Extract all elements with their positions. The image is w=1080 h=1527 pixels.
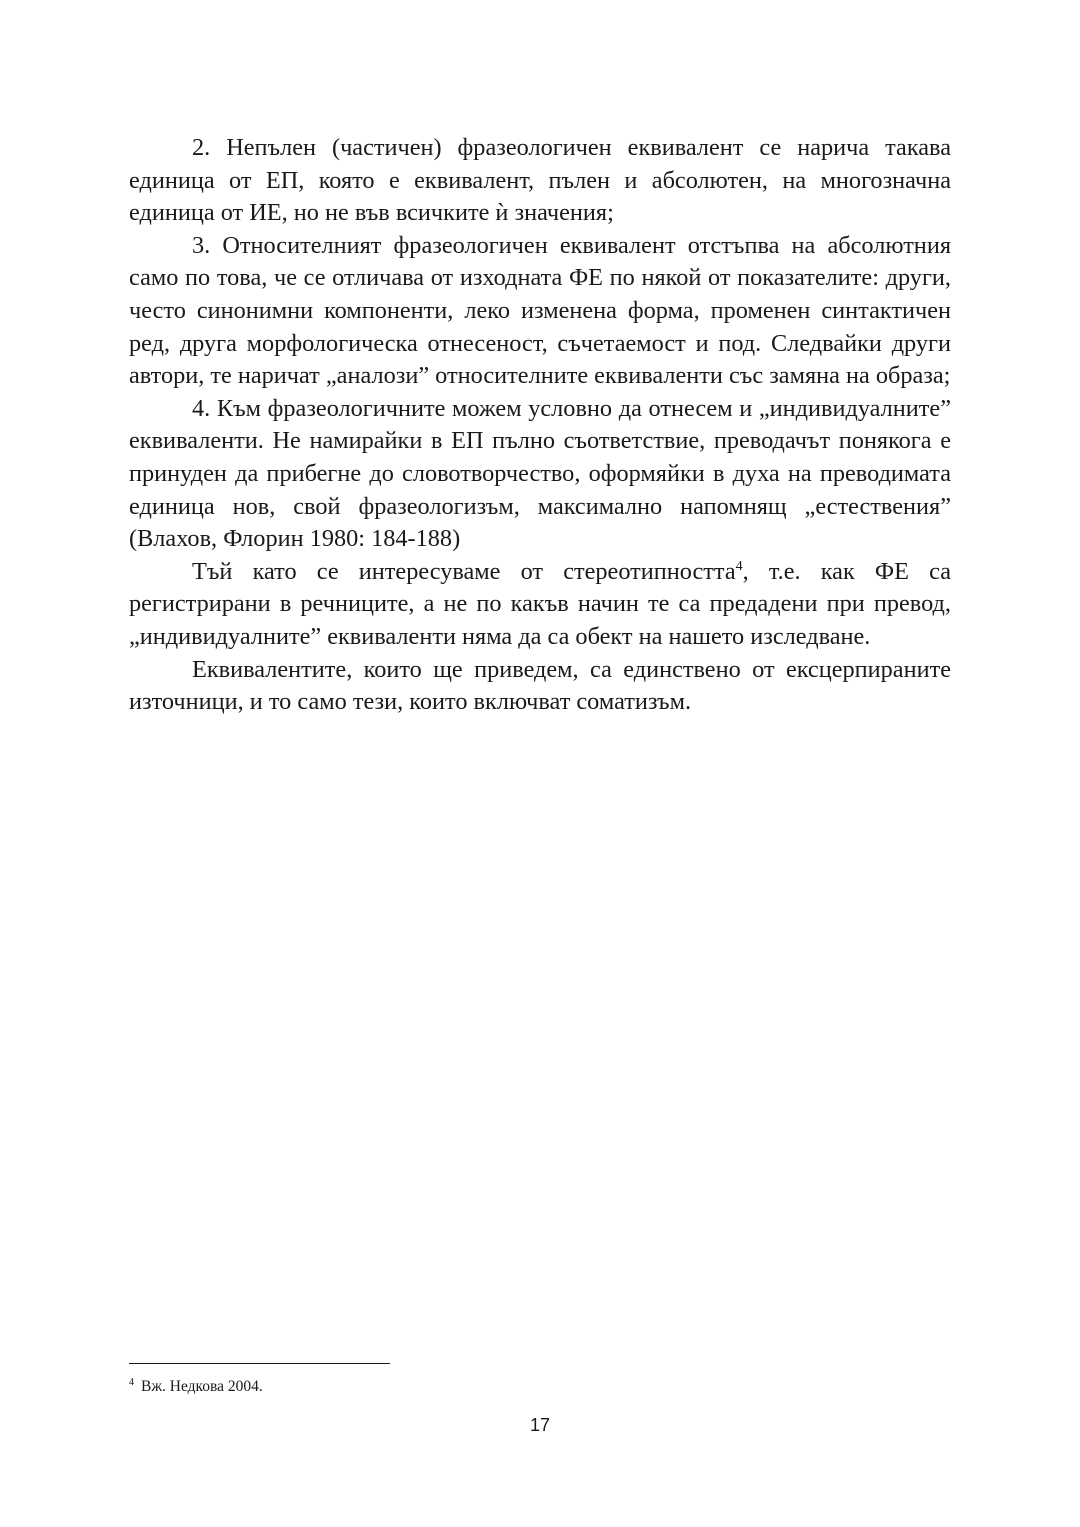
footnote-reference: 4: [735, 558, 743, 574]
footnote-separator: [129, 1363, 390, 1364]
paragraph-4: 4. Към фразеологичните можем условно да отнесем и „индивидуалните” еквиваленти. Не намирайки в ЕП пълно съответствие, преводачът понякога е принуден да прибегне до словотворчество, оформяйки в духа на преводимата единица нов, свой фразеологизъм, максимално напомнящ „естествения” (Влахов, Флорин 1980: 184-188): [129, 394, 951, 553]
paragraph-equivalents: Еквивалентите, които ще приведем, са единствено от ексцерпираните източници, и то само тези, които включват соматизъм.: [129, 655, 951, 716]
main-text: [129, 132, 951, 719]
paragraph-stereotype-start: Тъй като се интересуваме от стереотипността: [192, 557, 736, 585]
footnote: [129, 1377, 263, 1397]
page-number: 17: [529, 1415, 551, 1435]
footnote-marker: 4: [129, 1377, 134, 1388]
footnote-text: Вж. Недкова 2004.: [141, 1378, 263, 1395]
paragraph-stereotype-end: , т.е. как ФЕ са регистрирани в речниците, а не по какъв начин те са предадени при превод, „индивидуалните” еквиваленти няма да са обект на нашето изследване.: [129, 557, 951, 650]
paragraph-stereotype: [129, 556, 951, 654]
paragraph-2: 2. Непълен (частичен) фразеологичен еквивалент се нарича такава единица от ЕП, която е еквивалент, пълен и абсолютен, на многозначна единица от ИЕ, но не във всичките ѝ значения;: [129, 134, 951, 227]
paragraph-3: 3. Относителният фразеологичен еквивалент отстъпва на абсолютния само по това, че се отличава от изходната ФЕ по някой от показателите: други, често синонимни компоненти, леко изменена форма, променен синтактичен ред, друга морфологическа отнесеност, съчетаемост и под. Следвайки други автори, те наричат „аналози” относителните еквиваленти със замяна на образа;: [129, 231, 951, 390]
